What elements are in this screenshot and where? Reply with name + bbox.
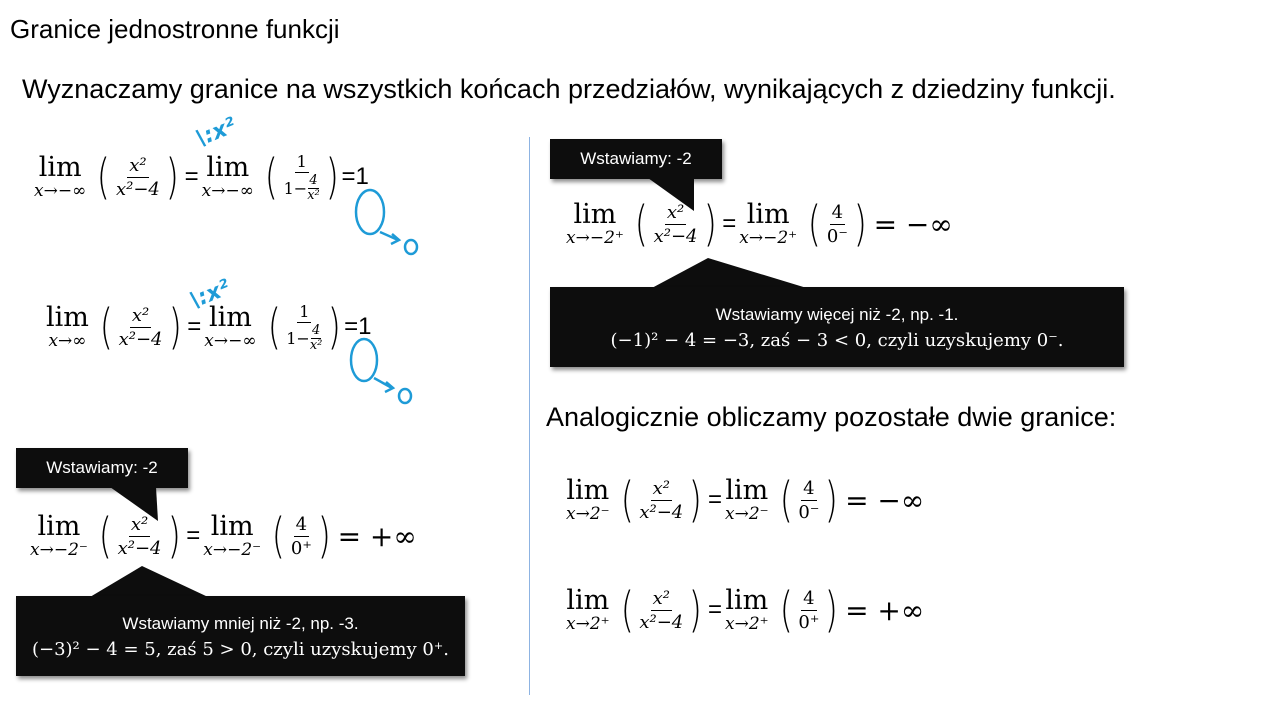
result: = +∞	[337, 519, 417, 553]
limit-operator: lim x→−2⁻	[203, 511, 262, 560]
result: =1	[344, 313, 372, 341]
equation-2: lim x→∞ ( $\frac{\text{x²}}{\text{x²−4}}$ ) = lim x→−∞ ( 1 1− $\frac{4}{\text{x²}}$ ) =1	[46, 299, 372, 356]
limit-operator: lim x→−2⁺	[739, 199, 798, 248]
limit-operator: lim x→−∞	[204, 302, 257, 352]
equation-4: lim x→−2⁺ ( $\frac{\text{x²}}{\text{x²−4}}$ ) = lim x→−2⁺ ( $\frac{4}{0^-}$ ) = −∞	[566, 196, 953, 252]
result: =1	[341, 163, 369, 191]
limit-operator: lim x→2⁻	[725, 475, 769, 524]
callout-explain-left: Wstawiamy mniej niż -2, np. -3. (−3)² − 4 = 5, zaś 5 > 0, czyli uzyskujemy 0⁺.	[16, 596, 465, 676]
handwritten-divide-note: \:x²	[186, 275, 234, 314]
fraction: $\frac{\text{x²}}{\text{x²−4}}$	[653, 201, 698, 247]
limit-operator: lim x→2⁻	[566, 475, 610, 524]
fraction: 1 1− $\frac{4}{\text{x²}}$	[286, 302, 323, 353]
handwritten-divide-note: \:x²	[192, 113, 240, 152]
equation-3: lim x→−2⁻ ( $\frac{\text{x²}}{\text{x²−4}}$ ) = lim x→−2⁻ ( $\frac{4}{0^+}$ ) = +∞	[30, 508, 417, 564]
result: = +∞	[845, 593, 925, 627]
fraction: $\frac{4}{0^+}$	[290, 513, 312, 559]
analogous-heading: Analogicznie obliczamy pozostałe dwie granice:	[546, 402, 1117, 432]
equation-6: lim x→2⁺ ( $\frac{\text{x²}}{\text{x²−4}}$ ) = lim x→2⁺ ( $\frac{4}{0^+}$ ) = +∞	[566, 582, 925, 638]
slide-subtitle: Wyznaczamy granice na wszystkich końcach przedziałów, wynikających z dziedziny funkcji.	[22, 74, 1116, 104]
equation-5: lim x→2⁻ ( $\frac{\text{x²}}{\text{x²−4}}$ ) = lim x→2⁻ ( $\frac{4}{0^-}$ ) = −∞	[566, 472, 925, 528]
limit-operator: lim x→−2⁺	[566, 199, 624, 248]
equation-1: lim x→−∞ ( $\frac{\text{x²}}{\text{x²−4}}$ ) = lim x→−∞ ( 1 1− $\frac{4}{\text{x²}}$ ) =1	[34, 149, 369, 206]
fraction: $\frac{\text{x²}}{\text{x²−4}}$	[639, 587, 684, 633]
fraction: $\frac{\text{x²}}{\text{x²−4}}$	[115, 154, 160, 200]
column-divider	[529, 137, 530, 695]
handwritten-circle-arrow-icon	[350, 182, 430, 262]
fraction: $\frac{\text{x²}}{\text{x²−4}}$	[118, 304, 163, 350]
limit-operator: lim x→−2⁻	[30, 511, 88, 560]
limit-operator: lim x→−∞	[34, 152, 87, 202]
callout-substitute-right: Wstawiamy: -2	[550, 139, 722, 179]
result: = −∞	[873, 207, 953, 241]
callout-substitute-left: Wstawiamy: -2	[16, 448, 188, 488]
fraction: $\frac{4}{0^-}$	[826, 201, 848, 247]
fraction: 1 1− $\frac{4}{\text{x²}}$	[283, 152, 320, 203]
limit-operator: lim x→2⁺	[566, 585, 610, 634]
fraction: $\frac{\text{x²}}{\text{x²−4}}$	[639, 477, 684, 523]
fraction: $\frac{4}{0^+}$	[798, 587, 820, 633]
limit-operator: lim x→−∞	[201, 152, 254, 202]
callout-explain-right: Wstawiamy więcej niż -2, np. -1. (−1)² − 4 = −3, zaś − 3 < 0, czyli uzyskujemy 0⁻.	[550, 287, 1124, 367]
fraction: $\frac{\text{x²}}{\text{x²−4}}$	[117, 513, 162, 559]
fraction: $\frac{4}{0^-}$	[798, 477, 820, 523]
handwritten-circle-arrow-icon	[344, 330, 424, 410]
callout-tail	[640, 258, 820, 290]
limit-operator: lim x→2⁺	[725, 585, 769, 634]
slide-title: Granice jednostronne funkcji	[10, 14, 340, 44]
result: = −∞	[845, 483, 925, 517]
callout-tail	[80, 566, 220, 598]
limit-operator: lim x→∞	[46, 302, 89, 352]
